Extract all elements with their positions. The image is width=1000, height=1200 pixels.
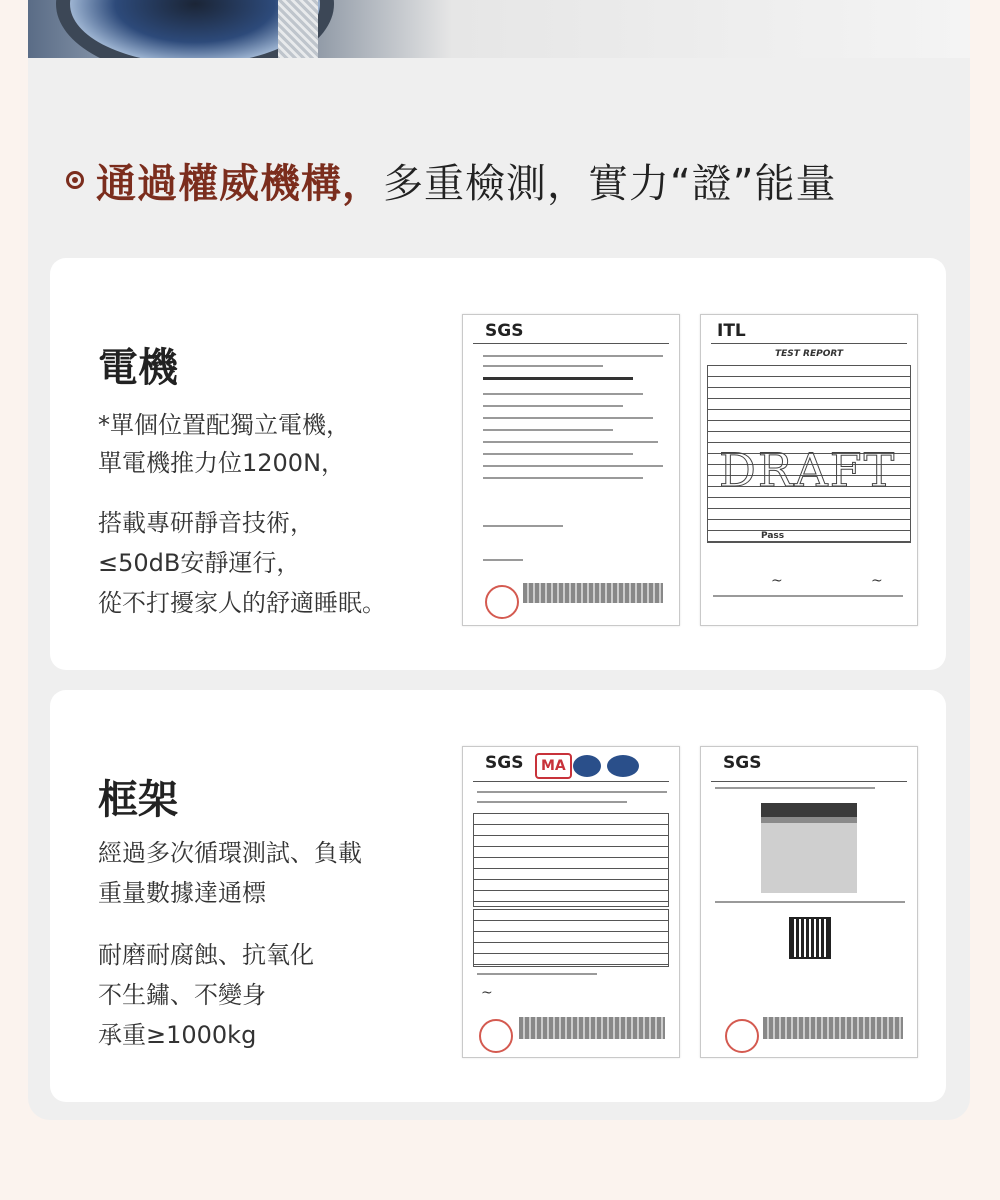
sgs-cma-certificate	[462, 746, 680, 1058]
frame-card	[50, 690, 946, 1102]
section-heading	[66, 152, 926, 208]
motor-line-4: ≤50dB安靜運行，	[98, 549, 301, 577]
stamp-seal	[479, 1019, 513, 1053]
report-table	[473, 813, 669, 907]
motor-line-5: 從不打擾家人的舒適睡眠。	[98, 589, 386, 617]
itl-logo: ITL	[717, 321, 746, 341]
sgs-logo: SGS	[485, 321, 524, 341]
cnas-icon	[607, 755, 639, 777]
draft-watermark: DRAFT	[719, 443, 897, 497]
signature-2: ~	[871, 573, 883, 589]
test-result: Pass	[761, 531, 785, 541]
stamp-seal	[485, 585, 519, 619]
frame-title: 框架	[98, 777, 178, 823]
accreditation-icon	[573, 755, 601, 777]
motor-line-1: *單個位置配獨立電機，	[98, 411, 350, 439]
signature: ~	[481, 985, 493, 1001]
frame-line-1: 經過多次循環測試、負載	[98, 839, 362, 867]
frame-line-3: 耐磨耐腐蝕、抗氧化	[98, 941, 314, 969]
sgs-logo: SGS	[723, 753, 762, 773]
signature-1: ~	[771, 573, 783, 589]
frame-line-5: 承重≥1000kg	[98, 1021, 257, 1049]
heading-rest: 多重檢測，實力“證”能量	[383, 160, 837, 207]
cma-badge: MA	[535, 753, 572, 779]
test-report-title: TEST REPORT	[775, 349, 844, 359]
qr-code	[789, 917, 831, 959]
motor-line-3: 搭載專研靜音技術，	[98, 509, 314, 537]
bullet-icon	[66, 171, 84, 189]
frame-line-2: 重量數據達通標	[98, 879, 266, 907]
motor-line-2: 單電機推力位1200N，	[98, 449, 346, 477]
frame-photo	[761, 803, 857, 893]
report-table-2	[473, 909, 669, 967]
motor-card	[50, 258, 946, 670]
itl-test-report	[700, 314, 918, 626]
sgs-motor-certificate	[462, 314, 680, 626]
sgs-photo-certificate	[700, 746, 918, 1058]
frame-line-4: 不生鏽、不變身	[98, 981, 266, 1009]
product-image-strip	[28, 0, 970, 58]
stamp-seal	[725, 1019, 759, 1053]
heading-highlight: 通過權威機構，	[96, 160, 383, 207]
mesh-image	[278, 0, 318, 58]
sgs-logo: SGS	[485, 753, 524, 773]
motor-title: 電機	[98, 345, 178, 391]
